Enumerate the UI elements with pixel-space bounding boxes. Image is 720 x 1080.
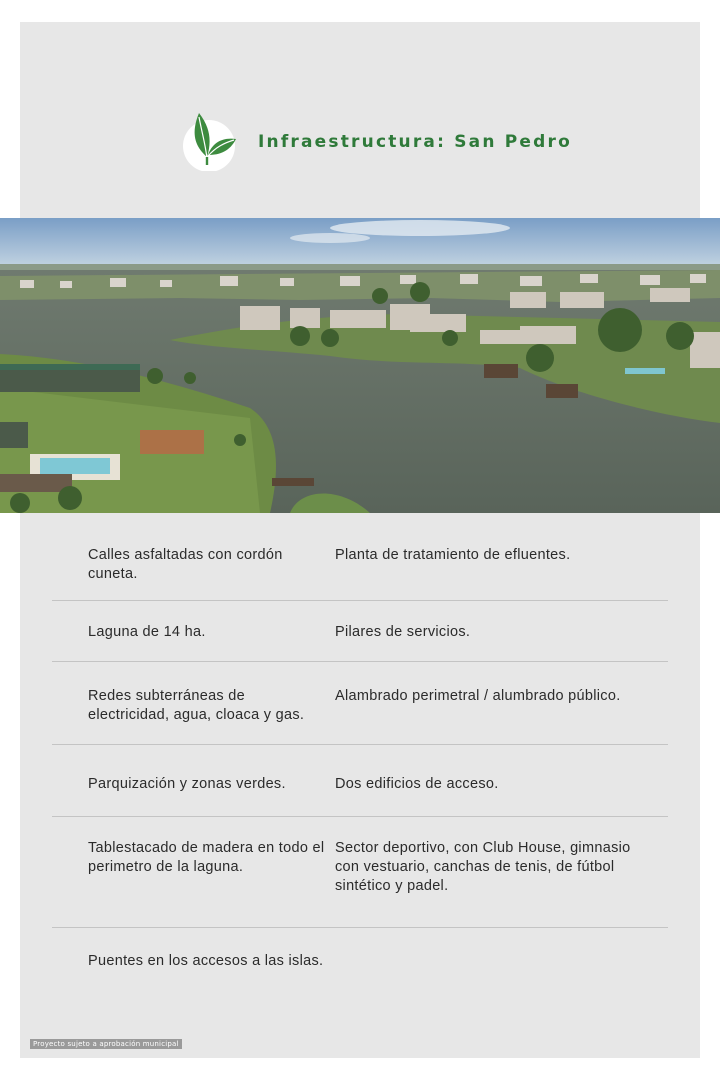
feature-item: Laguna de 14 ha. [88, 624, 206, 640]
feature-row [52, 928, 668, 988]
header [20, 22, 700, 218]
feature-item [335, 928, 668, 988]
feature-item: Dos edificios de acceso. [335, 776, 499, 792]
feature-item: Planta de tratamiento de efluentes. [335, 547, 571, 563]
leaf-icon [180, 109, 238, 171]
feature-row [52, 662, 668, 745]
page-title: Infraestructura: San Pedro [258, 132, 572, 152]
feature-item: Redes subterráneas de electricidad, agua, cloaca y gas. [88, 688, 305, 723]
feature-item: Calles asfaltadas con cordón cuneta. [88, 547, 283, 582]
feature-item: Sector deportivo, con Club House, gimnasio con vestuario, canchas de tenis, de fútbol sintético y padel. [335, 840, 631, 894]
disclaimer-note: Proyecto sujeto a aprobación municipal [30, 1039, 182, 1049]
feature-item: Puentes en los accesos a las islas. [88, 953, 324, 969]
feature-item: Parquización y zonas verdes. [88, 776, 286, 792]
feature-row [52, 530, 668, 601]
feature-row [52, 601, 668, 662]
lagoon-aerial-photo [0, 218, 720, 513]
features-list [52, 530, 668, 988]
feature-row [52, 745, 668, 817]
feature-row [52, 817, 668, 928]
feature-item: Tablestacado de madera en todo el perimetro de la laguna. [88, 840, 325, 875]
feature-item: Alambrado perimetral / alumbrado público. [335, 688, 621, 704]
feature-item: Pilares de servicios. [335, 624, 471, 640]
